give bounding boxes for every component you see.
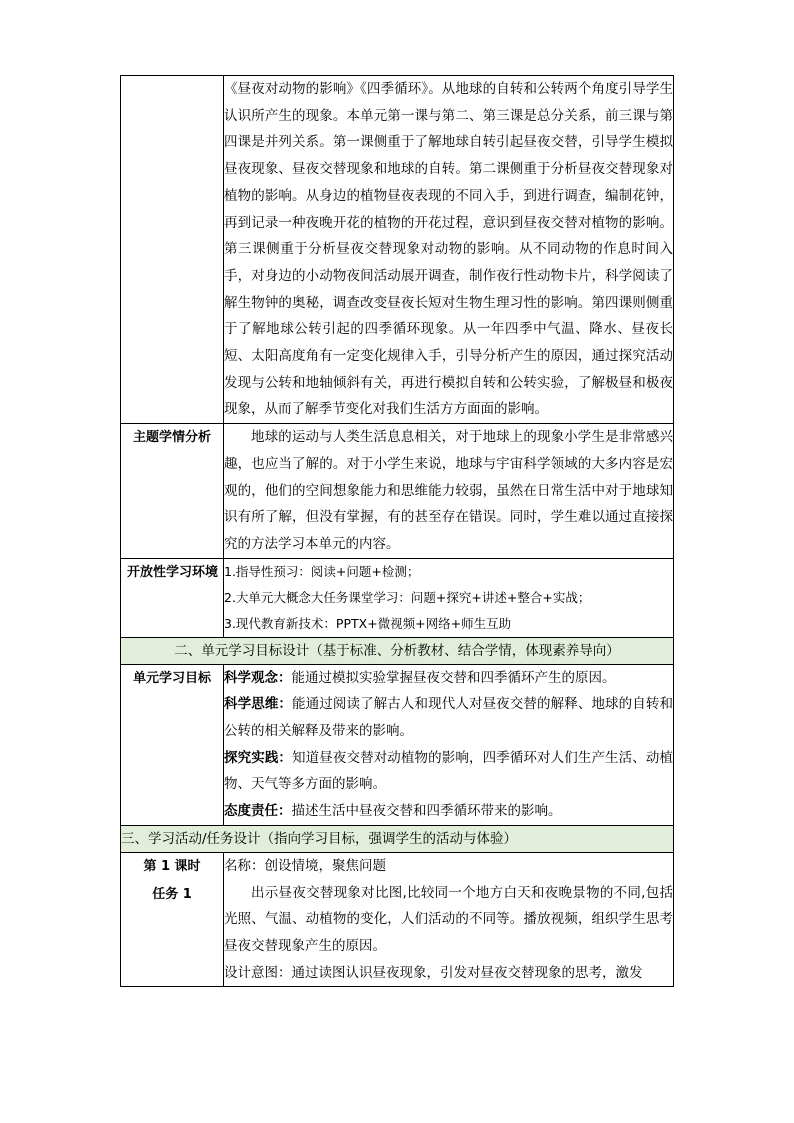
environment-item: 1.指导性预习：阅读+问题+检测； <box>224 563 420 579</box>
table-row <box>121 637 674 664</box>
section-2-heading: 二、单元学习目标设计（基于标准、分析教材、结合学情，体现素养导向） <box>121 637 674 664</box>
theme-analysis-label: 主题学情分析 <box>121 424 224 559</box>
lesson-number: 第 1 课时 <box>143 858 201 874</box>
table-row <box>121 558 674 637</box>
task-number: 任务 1 <box>152 886 192 902</box>
environment-label: 开放性学习环境 <box>121 558 224 637</box>
goal-key: 科学思维： <box>224 696 293 713</box>
goal-key: 态度责任： <box>224 803 292 820</box>
environment-item: 2.大单元大概念大任务课堂学习：问题+探究+讲述+整合+实战； <box>224 589 591 605</box>
section-3-heading: 三、学习活动/任务设计（指向学习目标，强调学生的活动与体验） <box>121 825 674 852</box>
goal-text: 描述生活中昼夜交替和四季循环带来的影响。 <box>291 803 562 820</box>
task-name: 名称：创设情境，聚焦问题 <box>224 857 386 874</box>
goal-text: 知道昼夜交替对动植物的影响，四季循环对人们生产生活、动植物、天气等多方面的影响。 <box>224 749 673 793</box>
table-row <box>121 76 674 424</box>
table-row <box>121 852 674 987</box>
unit-overview-text: 《昼夜对动物的影响》《四季循环》。从地球的自转和公转两个角度引导学生认识所产生的现象。本单元第一课与第二、第三课是总分关系，前三课与第四课是并列关系。第一课侧重于了解地球自转引起昼夜交替，引导学生模拟昼夜现象、昼夜交替现象和地球的自转。第二课侧重于分析昼夜交替现象对植物的影响。从身边的植物昼夜表现的不同入手，到进行调查，编制花钟，再到记录一种夜晚开花的植物的开花过程，意识到昼夜交替对植物的影响。第三课侧重于分析昼夜交替现象对动物的影响。从不同动物的作息时间入手，对身边的小动物夜间活动展开调查，制作夜行性动物卡片，科学阅读了解生物钟的奥秘，调查改变昼夜长短对生物生理习性的影响。第四课则侧重于了解地球公转引起的四季循环现象。从一年四季中气温、降水、昼夜长短、太阳高度角有一定变化规律入手，引导分析产生的原因，通过探究活动发现与公转和地轴倾斜有关，再进行模拟自转和公转实验，了解极昼和极夜现象，从而了解季节变化对我们生活方方面面的影响。 <box>224 81 673 418</box>
unit-overview-cell <box>224 76 674 424</box>
goals-label: 单元学习目标 <box>121 664 224 825</box>
table-row <box>121 825 674 852</box>
environment-cell <box>224 558 674 637</box>
task-label <box>121 852 224 987</box>
goal-item <box>224 798 673 825</box>
goal-key: 探究实践： <box>224 749 293 766</box>
goal-item <box>224 691 673 744</box>
goal-text: 能通过阅读了解古人和现代人对昼夜交替的解释、地球的自转和公转的相关解释及带来的影响。 <box>224 696 673 740</box>
table-row <box>121 424 674 559</box>
goal-text: 能通过模拟实验掌握昼夜交替和四季循环产生的原因。 <box>291 669 616 686</box>
task-cell <box>224 852 674 987</box>
goal-key: 科学观念： <box>224 669 292 686</box>
goal-item <box>224 665 673 692</box>
lesson-plan-table <box>120 75 674 987</box>
empty-label-cell <box>121 76 224 424</box>
table-row <box>121 664 674 825</box>
environment-item: 3.现代教育新技术：PPTX+微视频+网络+师生互助 <box>224 615 512 631</box>
goals-cell <box>224 664 674 825</box>
theme-analysis-text: 地球的运动与人类生活息息相关，对于地球上的现象小学生是非常感兴趣，也应当了解的。对于小学生来说，地球与宇宙科学领域的大多内容是宏观的，他们的空间想象能力和思维能力较弱，虽然在日常生活中对于地球知识有所了解，但没有掌握，有的甚至存在错误。同时，学生难以通过直接探究的方法学习本单元的内容。 <box>224 429 673 552</box>
task-body: 出示昼夜交替现象对比图,比较同一个地方白天和夜晚景物的不同,包括光照、气温、动植物的变化，人们活动的不同等。播放视频，组织学生思考昼夜交替现象产生的原因。 <box>224 884 673 954</box>
goal-item <box>224 745 673 798</box>
theme-analysis-cell <box>224 424 674 559</box>
task-intent: 设计意图：通过读图认识昼夜现象，引发对昼夜交替现象的思考，激发 <box>224 964 643 981</box>
